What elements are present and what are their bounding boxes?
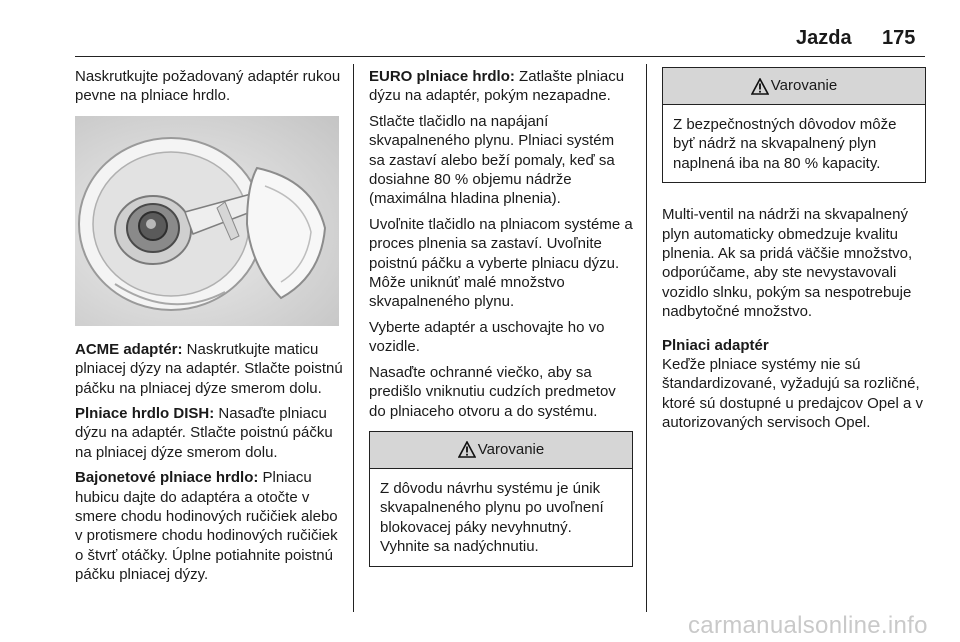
warning-text: Z dôvodu návrhu systému je únik skvapalneného plynu po uvoľnení blokovacej páky nevyhnutný. Vyhnite sa nadýchnutiu. bbox=[380, 479, 604, 556]
warning-box-1 bbox=[369, 431, 633, 567]
column-2 bbox=[369, 67, 633, 567]
column-divider-2 bbox=[646, 64, 647, 612]
filling-adapter-heading: Plniaci adaptér bbox=[662, 336, 769, 354]
bayonet-adapter-paragraph: Bajonetové plniace hrdlo: Plniacu hubicu dajte do adaptéra a otočte v smere chodu hodinových ručičiek alebo v protismere chodu hodinových ručičiek o štvrť otáčky. Úplne potiahnite poistnú páčku plniacej dýzy. bbox=[75, 469, 338, 584]
filling-paragraph-3: Vyberte adaptér a uschovajte ho vo vozidle. bbox=[369, 318, 605, 356]
dish-adapter-paragraph: Plniace hrdlo DISH: Nasaďte plniacu dýzu na adaptér. Stlačte poistnú páčku na plniacej dýze smerom dolu. bbox=[75, 405, 333, 461]
warning-header bbox=[370, 432, 632, 469]
page-number: 175 bbox=[882, 27, 916, 49]
filling-paragraph-2: Uvoľnite tlačidlo na plniacom systéme a proces plnenia sa zastaví. Uvoľnite poistnú páčku a vyberte plniacu dýzu. Môže uniknúť malé množstvo skvapalneného plynu. bbox=[369, 215, 633, 311]
intro-paragraph: Naskrutkujte požadovaný adaptér rukou pevne na plniace hrdlo. bbox=[75, 68, 341, 105]
warning-triangle-icon bbox=[751, 78, 769, 95]
euro-adapter-paragraph: EURO plniace hrdlo: Zatlašte plniacu dýzu na adaptér, pokým nezapadne. bbox=[369, 68, 625, 105]
column-divider-1 bbox=[353, 64, 354, 612]
fuel-filler-illustration bbox=[75, 116, 339, 326]
warning-box-2 bbox=[662, 67, 926, 183]
acme-adapter-paragraph: ACME adaptér: Naskrutkujte maticu plniacej dýzy na adaptér. Stlačte poistnú páčku na plniacej dýze smerom dolu. bbox=[75, 340, 343, 397]
fuel-filler-photo bbox=[75, 116, 339, 326]
filling-paragraph-1: Stlačte tlačidlo na napájaní skvapalneného plynu. Plniaci systém sa zastaví alebo beží pomaly, keď sa dosiahne 80 % objemu nádrže (maximálna hladina plnenia). bbox=[369, 112, 615, 208]
column-3 bbox=[662, 67, 926, 439]
warning-triangle-icon bbox=[458, 441, 476, 458]
section-title: Jazda bbox=[796, 27, 852, 49]
header-rule bbox=[75, 56, 925, 57]
filling-adapter-paragraph: Keďže plniace systémy nie sú štandardizované, vyžadujú sa rozličné, ktoré sú dostupné u predajcov Opel a v autorizovaných servisoch Opel. bbox=[662, 356, 923, 432]
warning-title: Varovanie bbox=[477, 441, 545, 459]
warning-header bbox=[663, 68, 925, 105]
watermark: carmanualsonline.info bbox=[688, 612, 928, 639]
filling-paragraph-4: Nasaďte ochranné viečko, aby sa predišlo vniknutiu cudzích predmetov do plniaceho otvoru a do systému. bbox=[369, 363, 616, 420]
warning-title: Varovanie bbox=[770, 77, 838, 95]
column-1 bbox=[75, 67, 343, 591]
multivalve-paragraph: Multi-ventil na nádrži na skvapalnený plyn automaticky obmedzuje kvalitu plnenia. Ak sa pridá väčšie množstvo, odporúčame, aby ste nevystavovali vozidlo slnku, pokým sa nespotrebuje nadbytočné množstvo. bbox=[662, 206, 913, 321]
warning-text: Z bezpečnostných dôvodov môže byť nádrž na skvapalnený plyn naplnená iba na 80 % kapacity. bbox=[673, 116, 897, 172]
